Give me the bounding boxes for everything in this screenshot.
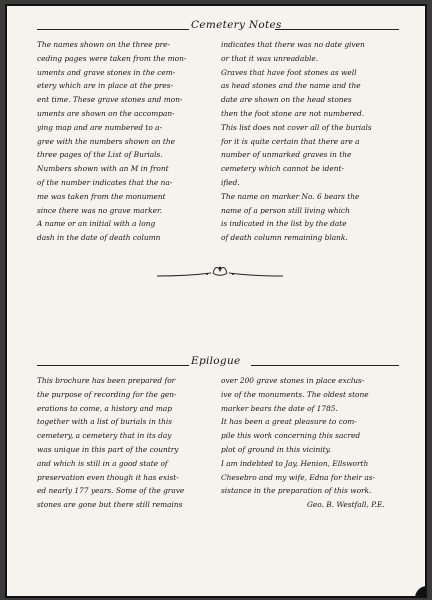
epilogue-left-column bbox=[37, 374, 184, 512]
text-line: since there was no grave marker. bbox=[37, 205, 163, 215]
text-line: Chesebro and my wife, Edna for their as- bbox=[221, 472, 376, 482]
text-line: of death column remaining blank. bbox=[221, 233, 348, 243]
text-line: ed nearly 177 years. Some of the grave bbox=[37, 486, 185, 496]
cemetery-notes-right-column bbox=[221, 38, 372, 245]
text-line: etery which are in place at the pres- bbox=[37, 81, 174, 91]
text-line: ent time. These grave stones and mon- bbox=[37, 95, 183, 105]
text-line: marker bears the date of 1785. bbox=[221, 403, 338, 413]
text-line: was unique in this part of the country bbox=[37, 444, 179, 454]
cemetery-notes-title: Cemetery Notes bbox=[191, 19, 282, 31]
text-line: uments and grave stones in the cem- bbox=[37, 67, 176, 77]
epilogue-rule-left bbox=[37, 365, 189, 366]
text-line: me was taken from the monument bbox=[37, 191, 166, 201]
text-line: I am indebted to Jay, Henion, Ellsworth bbox=[221, 458, 369, 468]
text-line: dash in the date of death column bbox=[37, 233, 161, 243]
document-page bbox=[5, 4, 427, 598]
text-line: preservation even though it has exist- bbox=[37, 472, 179, 482]
text-line: together with a list of burials in this bbox=[37, 417, 173, 427]
text-line: sistance in the preparation of this work. bbox=[221, 486, 372, 496]
text-line: Graves that have foot stones as well bbox=[221, 67, 357, 77]
epilogue-right-column bbox=[221, 374, 385, 512]
heading-rule-left bbox=[37, 29, 189, 30]
text-line: cemetery which cannot be ident- bbox=[221, 164, 344, 174]
text-line: date are shown on the head stones bbox=[221, 95, 352, 105]
text-line: and which is still in a good state of bbox=[37, 458, 168, 468]
text-line: plot of ground in this vicinity. bbox=[221, 444, 332, 454]
text-line: the purpose of recording for the gen- bbox=[37, 389, 177, 399]
text-line: as head stones and the name and the bbox=[221, 81, 361, 91]
text-line: This brochure has been prepared for bbox=[37, 376, 176, 385]
text-line: gree with the numbers shown on the bbox=[37, 136, 175, 146]
page-corner-mark bbox=[415, 586, 427, 598]
text-line: ive of the monuments. The oldest stone bbox=[221, 389, 369, 399]
text-line: then the foot stone are not numbered. bbox=[221, 108, 365, 118]
text-line: A name or an initial with a long bbox=[37, 219, 156, 229]
text-line: pile this work concerning this sacred bbox=[221, 431, 361, 441]
heading-rule-right bbox=[275, 29, 399, 30]
text-line: erations to come, a history and map bbox=[37, 403, 172, 413]
text-line: indicates that there was no date given bbox=[221, 40, 365, 49]
text-line: Numbers shown with an M in front bbox=[37, 164, 169, 174]
cemetery-notes-left-column bbox=[37, 38, 186, 245]
text-line: number of unmarked graves in the bbox=[221, 150, 352, 160]
epilogue-title: Epilogue bbox=[191, 355, 241, 367]
text-line: stones are gone but there still remains bbox=[37, 500, 183, 510]
ornament-divider bbox=[155, 264, 285, 280]
text-line: The names shown on the three pre- bbox=[37, 40, 171, 49]
text-line: ified. bbox=[221, 177, 240, 187]
text-line: over 200 grave stones in place exclus- bbox=[221, 376, 365, 385]
text-line: of the number indicates that the na- bbox=[37, 177, 173, 187]
text-line: uments are shown on the accompan- bbox=[37, 108, 175, 118]
text-line: cemetery, a cemetery that in its day bbox=[37, 431, 172, 441]
signature: Geo. B. Westfall, P.E. bbox=[307, 500, 385, 510]
text-line: name of a person still living which bbox=[221, 205, 350, 215]
text-line: is indicated in the list by the date bbox=[221, 219, 347, 229]
text-line: ying map and are numbered to a- bbox=[37, 122, 163, 132]
epilogue-rule-right bbox=[251, 365, 399, 366]
text-line: for it is quite certain that there are a bbox=[221, 136, 360, 146]
text-line: three pages of the List of Burials. bbox=[37, 150, 163, 160]
text-line: This list does not cover all of the burials bbox=[221, 122, 372, 132]
text-line: It has been a great pleasure to com- bbox=[221, 417, 357, 427]
text-line: or that it was unreadable. bbox=[221, 53, 319, 63]
text-line: ceding pages were taken from the mon- bbox=[37, 53, 187, 63]
text-line: The name on marker No. 6 bears the bbox=[221, 191, 360, 201]
